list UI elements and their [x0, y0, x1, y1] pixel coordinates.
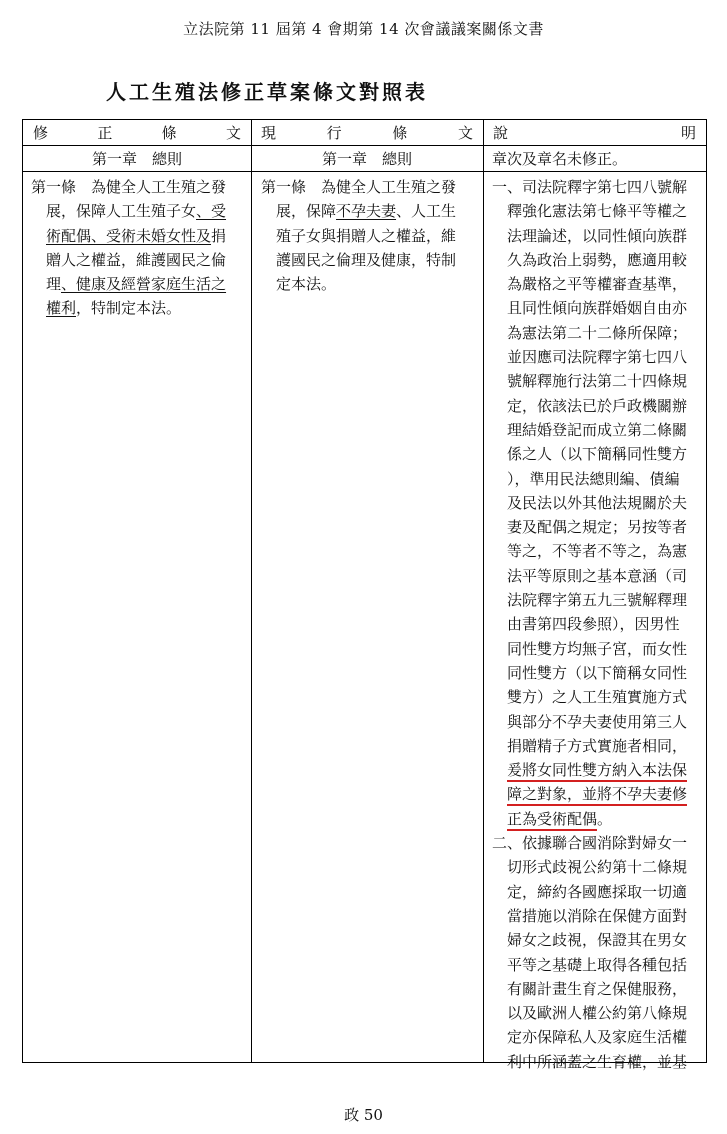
- explanation-line: [492, 564, 687, 588]
- explanation-line: [492, 175, 687, 199]
- text-segment: 、人工生: [396, 202, 457, 221]
- explanation-line: [492, 831, 687, 855]
- explanation-line: [492, 928, 687, 952]
- comparison-table: [22, 119, 707, 1071]
- current-article-text: [261, 175, 456, 296]
- document-header: 立法院第 11 屆第 4 會期第 14 次會議議案關係文書: [183, 20, 544, 38]
- text-segment: 等之，不等者不等之，為憲: [507, 542, 688, 561]
- explanation-line: [492, 467, 687, 491]
- text-segment: 二、依據聯合國消除對婦女一: [492, 834, 688, 853]
- explanation-line: [492, 588, 687, 612]
- text-segment: 與部分不孕夫妻使用第三人: [507, 712, 688, 731]
- text-segment: 為憲法第二十二條所保障；: [507, 323, 688, 342]
- header-revised-article: [23, 120, 251, 145]
- text-segment: 同性雙方均無子宮，而女性: [507, 639, 688, 658]
- text-segment: 當措施以消除在保健方面對: [507, 906, 688, 925]
- explanation-line: [492, 710, 687, 734]
- explanation-line: [492, 248, 687, 272]
- row-divider: [23, 171, 706, 172]
- explanation-line: [492, 782, 687, 806]
- text-segment: 展，保障人工生殖子女: [46, 202, 197, 221]
- text-segment: 捐: [211, 226, 227, 245]
- text-segment: 平等之基礎上取得各種包括: [507, 955, 688, 974]
- header-char: 文: [457, 124, 473, 142]
- explanation-line: [492, 491, 687, 515]
- chapter-current: 第一章 總則: [321, 149, 412, 168]
- text-segment: ，特制定本法。: [76, 299, 182, 318]
- chapter-revised: 第一章 總則: [91, 149, 182, 168]
- explanation-text: [492, 175, 687, 1074]
- explanation-line: [492, 1001, 687, 1025]
- text-segment: 定，締約各國應採取一切適: [507, 882, 688, 901]
- explanation-line: [492, 880, 687, 904]
- explanation-line: [492, 296, 687, 320]
- text-segment: 係之人（以下簡稱同性雙方: [507, 445, 688, 464]
- chapter-explanation: 章次及章名未修正。: [492, 149, 628, 168]
- header-char: 現: [261, 124, 277, 142]
- text-segment: 一、司法院釋字第七四八號解: [492, 178, 688, 196]
- text-segment: 雙方）之人工生殖實施方式: [507, 688, 688, 707]
- explanation-line: [492, 734, 687, 758]
- column-divider: [251, 120, 252, 1062]
- text-segment: 切形式歧視公約第十二條規: [507, 858, 688, 877]
- highlighted-text: 正為受術配偶: [507, 810, 597, 831]
- text-segment: 理結婚登記而成立第二條關: [507, 420, 688, 439]
- header-char: 條: [392, 124, 408, 142]
- highlighted-text: 爰將女同性雙方納入本法保: [507, 761, 687, 782]
- text-segment: 為嚴格之平等權審查基準，: [507, 275, 688, 294]
- header-explanation: [483, 120, 706, 145]
- header-current-article: [251, 120, 483, 145]
- text-segment: 定，依該法已於戶政機關辦: [507, 396, 688, 415]
- text-segment: 並因應司法院釋字第七四八: [507, 348, 688, 367]
- header-char: 說: [493, 124, 509, 142]
- explanation-line: [492, 977, 687, 1001]
- text-segment: 及民法以外其他法規關於夫: [507, 493, 688, 512]
- text-segment: 由書第四段參照），因男性: [507, 615, 680, 634]
- header-char: 正: [97, 124, 113, 142]
- explanation-line: [492, 1025, 687, 1049]
- explanation-line: [492, 612, 687, 636]
- explanation-line: [492, 345, 687, 369]
- explanation-line: [492, 807, 687, 831]
- column-divider: [483, 120, 484, 1062]
- explanation-line: [492, 953, 687, 977]
- header-char: 文: [225, 124, 241, 142]
- text-segment: 法理論述，以同性傾向族群: [507, 226, 688, 245]
- text-segment: 殖子女與捐贈人之權益，維: [276, 226, 457, 245]
- explanation-line: [492, 855, 687, 879]
- page-number: 政 50: [344, 1106, 383, 1124]
- text-segment: 同性雙方（以下簡稱女同性: [507, 663, 688, 682]
- document-title: 人工生殖法修正草案條文對照表: [106, 80, 428, 104]
- explanation-line: [492, 418, 687, 442]
- explanation-line: [492, 685, 687, 709]
- text-segment: 護國民之倫理及健康，特制: [276, 250, 457, 269]
- explanation-line: [492, 321, 687, 345]
- highlighted-text: 障之對象，並將不孕夫妻修: [507, 785, 687, 806]
- revised-article-text: [31, 175, 226, 321]
- explanation-line: [492, 199, 687, 223]
- text-segment: ），準用民法總則編、債編: [507, 469, 680, 488]
- text-segment: 贈人之權益，維護國民之倫: [46, 250, 227, 269]
- text-segment: 定本法。: [276, 275, 337, 294]
- text-segment: 利中所涵蓋之生育權，並基: [507, 1052, 688, 1071]
- text-segment: 婦女之歧視，保證其在男女: [507, 931, 688, 950]
- amended-text: 經營家庭生活之: [121, 275, 227, 294]
- explanation-line: [492, 272, 687, 296]
- text-segment: 號解釋施行法第二十四條規: [507, 372, 688, 391]
- amended-text: 不孕夫妻: [336, 202, 397, 221]
- amended-text: 術配偶、受術未婚女性及: [46, 226, 212, 245]
- text-segment: 第一條 為健全人工生殖之發: [31, 178, 227, 196]
- text-segment: 第一條 為健全人工生殖之發: [261, 178, 457, 196]
- text-segment: 定亦保障私人及家庭生活權: [507, 1028, 688, 1047]
- text-segment: 法平等原則之基本意涵（司: [507, 566, 688, 585]
- text-segment: 釋強化憲法第七條平等權之: [507, 202, 688, 221]
- explanation-line: [492, 442, 687, 466]
- amended-text: 權利: [46, 299, 77, 318]
- explanation-line: [492, 539, 687, 563]
- explanation-line: [492, 758, 687, 782]
- amended-text: 、受: [196, 202, 227, 221]
- explanation-line: [492, 661, 687, 685]
- text-segment: 。: [597, 809, 613, 828]
- header-char: 明: [680, 124, 696, 142]
- text-segment: 且同性傾向族群婚姻自由亦: [507, 299, 688, 318]
- text-segment: 以及歐洲人權公約第八條規: [507, 1004, 688, 1023]
- explanation-line: [492, 515, 687, 539]
- header-char: 修: [33, 124, 49, 142]
- explanation-line: [492, 394, 687, 418]
- header-char: 條: [161, 124, 177, 142]
- text-segment: 有關計畫生育之保健服務，: [507, 979, 688, 998]
- explanation-line: [492, 637, 687, 661]
- amended-text: 、健康及: [61, 275, 122, 294]
- text-segment: 妻及配偶之規定；另按等者: [507, 518, 688, 537]
- text-segment: 捐贈精子方式實施者相同，: [507, 736, 688, 755]
- explanation-line: [492, 1050, 687, 1074]
- text-segment: 理: [46, 275, 62, 294]
- explanation-line: [492, 369, 687, 393]
- explanation-line: [492, 904, 687, 928]
- text-segment: 法院釋字第五九三號解釋理: [507, 591, 688, 610]
- text-segment: 久為政治上弱勢，應適用較: [507, 250, 688, 269]
- header-char: 行: [326, 124, 342, 142]
- explanation-line: [492, 224, 687, 248]
- text-segment: 展，保障: [276, 202, 337, 221]
